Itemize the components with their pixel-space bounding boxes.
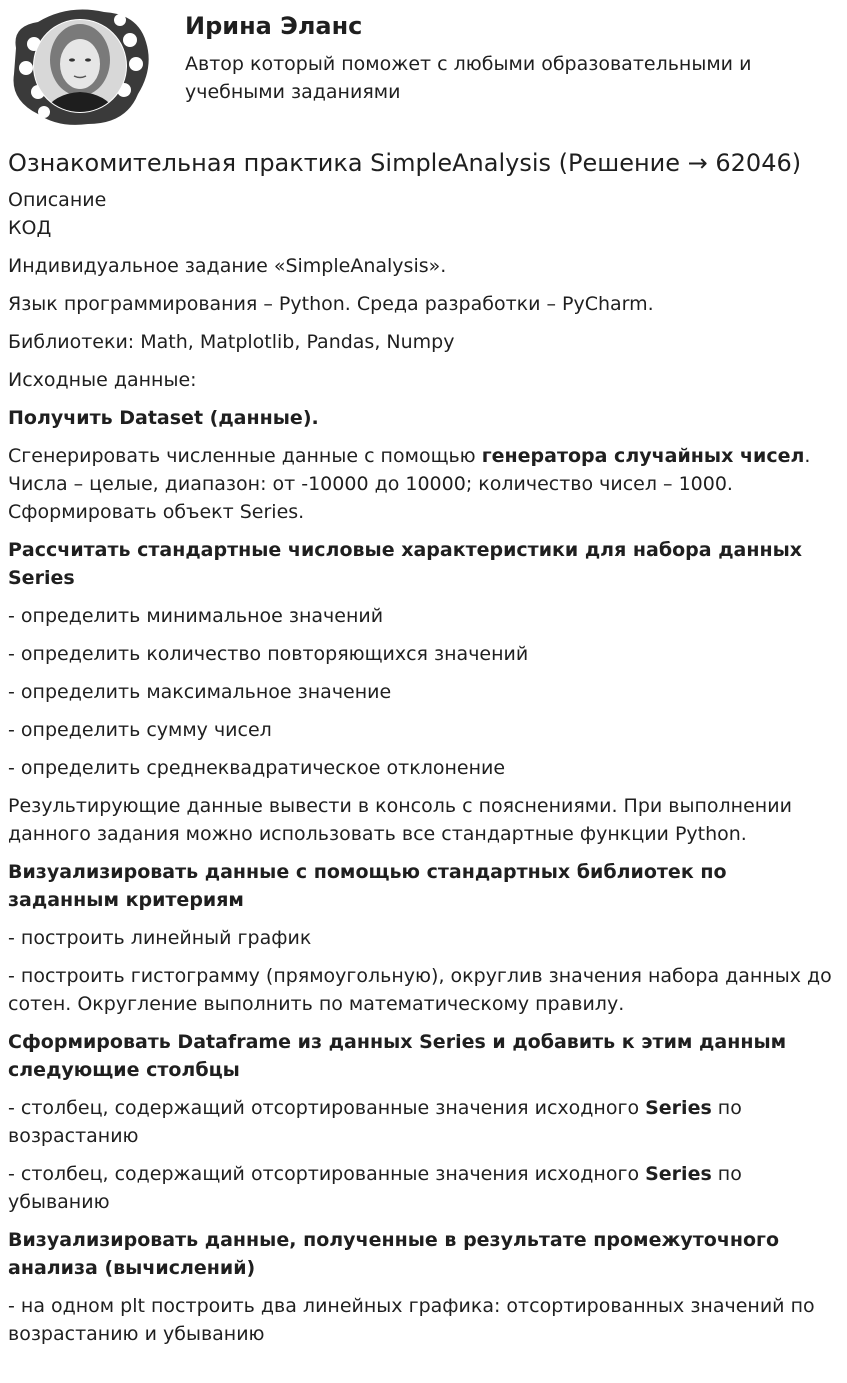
heading-get-dataset: Получить Dataset (данные).	[8, 407, 319, 429]
code-label: КОД	[8, 217, 52, 239]
generate-text-start: Сгенерировать численные данные с помощью	[8, 445, 482, 467]
list-item-text: по возрастанию	[8, 1097, 742, 1147]
list-item	[8, 1160, 838, 1216]
list-item: - построить гистограмму (прямоугольную), округлив значения набора данных до сотен. Округление выполнить по математическому правилу.	[8, 965, 832, 1015]
author-card	[8, 8, 838, 128]
list-item: - определить среднеквадратическое отклонение	[8, 757, 506, 779]
list-item: - на одном plt построить два линейных графика: отсортированных значений по возрастанию и убыванию	[8, 1295, 815, 1345]
list-item: - определить максимальное значение	[8, 681, 392, 703]
paragraph-task: Индивидуальное задание «SimpleAnalysis».	[8, 255, 447, 277]
list-item-text: по убыванию	[8, 1163, 742, 1213]
description-label: Описание	[8, 189, 107, 211]
list-item: - определить минимальное значений	[8, 605, 384, 627]
list-item: - определить количество повторяющихся значений	[8, 643, 529, 665]
paragraph-source-data: Исходные данные:	[8, 369, 197, 391]
paragraph-results: Результирующие данные вывести в консоль с пояснениями. При выполнении данного задания можно использовать все стандартные функции Python.	[8, 795, 792, 845]
generate-text-bold: генератора случайных чисел	[481, 445, 805, 467]
generate-text-end: . Числа – целые, диапазон: от -10000 до 10000; количество чисел – 1000. Сформировать объект Series.	[8, 445, 811, 523]
list-item-bold: Series	[645, 1097, 712, 1119]
paragraph-libraries: Библиотеки: Math, Matplotlib, Pandas, Numpy	[8, 331, 455, 353]
heading-visualize: Визуализировать данные с помощью стандартных библиотек по заданным критериям	[8, 861, 727, 911]
list-item: - определить сумму чисел	[8, 719, 272, 741]
list-item: - построить линейный график	[8, 927, 312, 949]
list-item-text: - столбец, содержащий отсортированные значения исходного	[8, 1163, 646, 1185]
page-title: Ознакомительная практика SimpleAnalysis (Решение → 62046)	[8, 149, 802, 177]
heading-dataframe: Сформировать Dataframe из данных Series и добавить к этим данным следующие столбцы	[8, 1031, 787, 1081]
paragraph-language: Язык программирования – Python. Среда разработки – PyCharm.	[8, 293, 654, 315]
article	[8, 146, 838, 1348]
list-item	[8, 1094, 838, 1150]
avatar	[8, 8, 150, 126]
heading-visualize-intermediate: Визуализировать данные, полученные в результате промежуточного анализа (вычислений)	[8, 1229, 780, 1279]
heading-statistics: Рассчитать стандартные числовые характеристики для набора данных Series	[8, 539, 803, 589]
author-description: Автор который поможет с любыми образовательными и учебными заданиями	[185, 53, 752, 103]
author-name: Ирина Эланс	[185, 12, 363, 40]
list-item-text: - столбец, содержащий отсортированные значения исходного	[8, 1097, 646, 1119]
avatar-image	[8, 8, 150, 126]
list-item-bold: Series	[645, 1163, 712, 1185]
paragraph-generate	[8, 442, 838, 526]
